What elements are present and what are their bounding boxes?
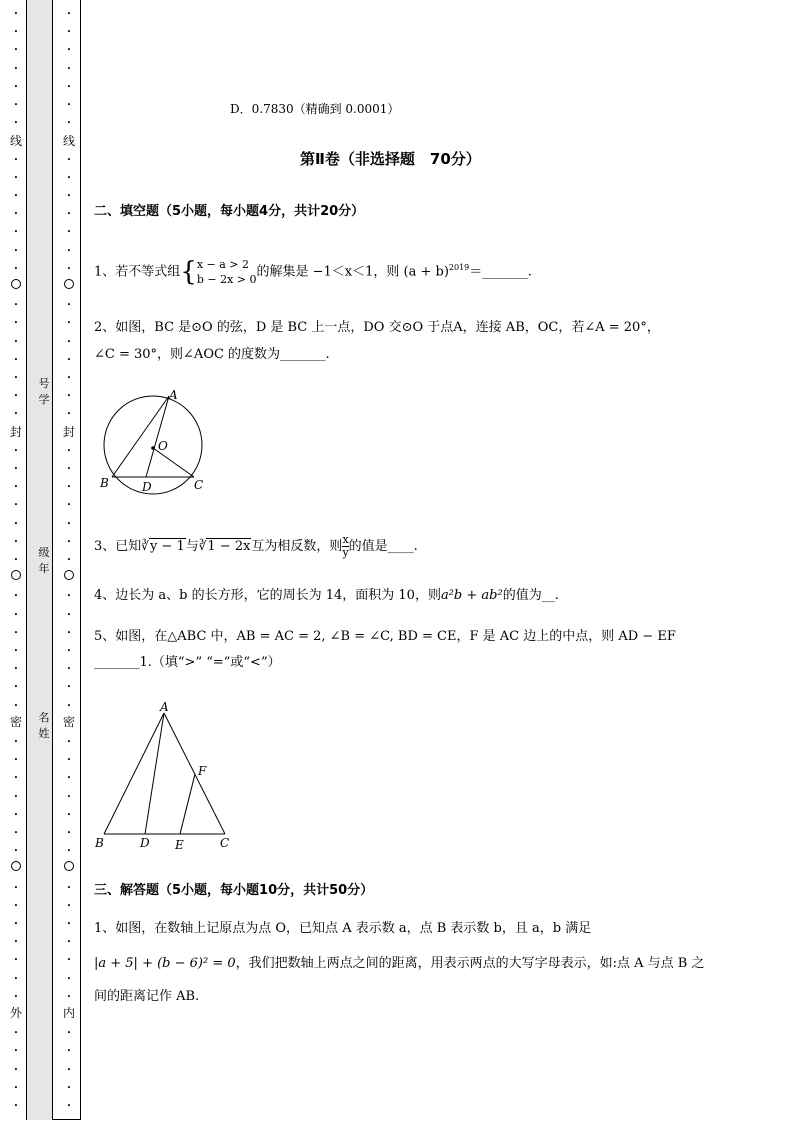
- center-point: [151, 446, 155, 450]
- margin-dot: •: [13, 629, 19, 637]
- margin-dot: •: [13, 10, 19, 18]
- inner-label-mi: 密: [63, 715, 76, 729]
- question-5-line1: 5、如图，在△ABC 中，AB = AC = 2, ∠B = ∠C, BD = CE，F 是 AC 边上的中点，则 AD − EF: [94, 629, 676, 644]
- margin-dot: •: [66, 410, 72, 418]
- inner-hole-circle: [64, 570, 74, 580]
- section2-header: 二、填空题（5小题，每小题4分，共计20分）: [94, 204, 365, 219]
- margin-dot: •: [66, 338, 72, 346]
- question-1: 1、若不等式组{ x − a > 2 b − 2x > 0 的解集是 −1＜x＜1，则 $(a + b)^{2019}=\_\_\_\_\_\_\_$.: [94, 256, 532, 287]
- margin-dot: •: [66, 538, 72, 546]
- label-b: B: [95, 836, 104, 850]
- margin-dot: •: [66, 192, 72, 200]
- margin-dot: •: [13, 738, 19, 746]
- side-ac: [164, 713, 225, 834]
- margin-dot: •: [13, 410, 19, 418]
- margin-dot: •: [66, 738, 72, 746]
- margin-dot: •: [13, 83, 19, 91]
- margin-dot: •: [66, 392, 72, 400]
- option-d: D．0.7830（精确到 0.0001）: [230, 102, 400, 116]
- margin-dot: •: [66, 156, 72, 164]
- label-c: C: [194, 478, 204, 492]
- margin-dot: •: [66, 210, 72, 218]
- margin-dot: •: [13, 1029, 19, 1037]
- margin-dot: •: [66, 228, 72, 236]
- margin-dot: •: [13, 902, 19, 910]
- margin-dot: •: [66, 65, 72, 73]
- field-label-grade: 级 年: [38, 546, 50, 575]
- outer-label-xian: 线: [10, 134, 23, 148]
- margin-dot: •: [66, 702, 72, 710]
- fraction-x-over-y: $\frac{x}{y}$: [342, 533, 349, 559]
- margin-dot: •: [66, 1102, 72, 1110]
- margin-dot: •: [66, 301, 72, 309]
- margin-dot: •: [66, 1066, 72, 1074]
- margin-dot: •: [13, 265, 19, 273]
- margin-dot: •: [66, 101, 72, 109]
- margin-dot: •: [66, 174, 72, 182]
- problem-1-line1: 1、如图，在数轴上记原点为点 O，已知点 A 表示数 a，点 B 表示数 b，且 a，b 满足: [94, 921, 592, 936]
- margin-dot: •: [66, 520, 72, 528]
- part2-title: 第Ⅱ卷（非选择题 70分）: [300, 150, 481, 168]
- outer-hole-circle: [11, 861, 21, 871]
- margin-dot: •: [13, 65, 19, 73]
- label-o: O: [158, 439, 168, 453]
- margin-dot: •: [13, 938, 19, 946]
- margin-dot: •: [13, 847, 19, 855]
- margin-dot: •: [13, 592, 19, 600]
- margin-dot: •: [66, 756, 72, 764]
- margin-dot: •: [13, 1066, 19, 1074]
- label-d: D: [142, 480, 152, 494]
- segment-ef: [180, 774, 195, 834]
- margin-dot: •: [13, 702, 19, 710]
- margin-dot: •: [13, 956, 19, 964]
- label-a: A: [169, 388, 178, 402]
- margin-dot: •: [13, 174, 19, 182]
- margin-dot: •: [13, 1084, 19, 1092]
- margin-dot: •: [66, 1047, 72, 1055]
- section3-header: 三、解答题（5小题，每小题10分，共计50分）: [94, 883, 374, 898]
- margin-dot: •: [66, 629, 72, 637]
- margin-line-mid: [52, 0, 53, 1120]
- margin-dot: •: [66, 975, 72, 983]
- margin-dot: •: [13, 483, 19, 491]
- outer-label-feng: 封: [10, 425, 23, 439]
- margin-dot: •: [13, 920, 19, 928]
- margin-dot: •: [66, 556, 72, 564]
- margin-dot: •: [66, 465, 72, 473]
- segment-da: [146, 396, 169, 477]
- margin-dot: •: [13, 793, 19, 801]
- question-2-line2: ∠C = 30°，则∠AOC 的度数为_______.: [94, 347, 330, 362]
- margin-dot: •: [13, 392, 19, 400]
- margin-dot: •: [13, 374, 19, 382]
- inner-hole-circle: [64, 279, 74, 289]
- margin-dot: •: [13, 247, 19, 255]
- margin-dot: •: [13, 975, 19, 983]
- margin-dot: •: [66, 83, 72, 91]
- margin-dot: •: [13, 501, 19, 509]
- margin-dot: •: [13, 774, 19, 782]
- outer-hole-circle: [11, 570, 21, 580]
- margin-dot: •: [66, 319, 72, 327]
- margin-dot: •: [66, 483, 72, 491]
- margin-dot: •: [13, 319, 19, 327]
- margin-dot: •: [13, 465, 19, 473]
- margin-dot: •: [13, 611, 19, 619]
- problem-1-line3: 间的距离记作 AB.: [94, 989, 200, 1004]
- margin-dot: •: [66, 647, 72, 655]
- question-4: 4、边长为 a、b 的长方形，它的周长为 14，面积为 10，则a²b + ab²的值为__.: [94, 588, 559, 603]
- margin-dot: •: [13, 1047, 19, 1055]
- triangle-figure: [92, 698, 242, 856]
- label-f: F: [198, 764, 207, 778]
- equation: |a + 5| + (b − 6)² = 0: [94, 956, 236, 971]
- circle-o: [104, 396, 202, 494]
- inequality-system: x − a > 2 b − 2x > 0: [196, 257, 257, 286]
- margin-line-bottom: [52, 1119, 81, 1120]
- margin-dot: •: [13, 538, 19, 546]
- margin-dot: •: [13, 811, 19, 819]
- outer-label-mi: 密: [10, 715, 23, 729]
- inner-hole-circle: [64, 861, 74, 871]
- margin-dot: •: [66, 501, 72, 509]
- problem-1-line2: |a + 5| + (b − 6)² = 0，我们把数轴上两点之间的距离，用表示两点的大写字母表示，如:点 A 与点 B 之: [94, 956, 705, 971]
- margin-dot: •: [66, 611, 72, 619]
- margin-dot: •: [13, 28, 19, 36]
- margin-dot: •: [66, 938, 72, 946]
- label-c: C: [220, 836, 230, 850]
- margin-dot: •: [66, 1084, 72, 1092]
- outer-label-wai: 外: [10, 1006, 23, 1020]
- margin-dot: •: [13, 647, 19, 655]
- margin-dot: •: [66, 447, 72, 455]
- margin-dot: •: [66, 1029, 72, 1037]
- margin-dot: •: [66, 811, 72, 819]
- margin-dot: •: [13, 210, 19, 218]
- margin-dot: •: [66, 665, 72, 673]
- margin-dot: •: [13, 119, 19, 127]
- margin-dot: •: [66, 46, 72, 54]
- inner-label-feng: 封: [63, 425, 76, 439]
- margin-dot: •: [13, 356, 19, 364]
- margin-dot: •: [66, 774, 72, 782]
- margin-dot: •: [13, 520, 19, 528]
- margin-dot: •: [13, 829, 19, 837]
- margin-dot: •: [66, 119, 72, 127]
- margin-dot: •: [13, 301, 19, 309]
- margin-dot: •: [66, 10, 72, 18]
- margin-dot: •: [66, 847, 72, 855]
- label-e: E: [175, 838, 184, 852]
- margin-dot: •: [66, 247, 72, 255]
- question-2-line1: 2、如图，BC 是⊙O 的弦，D 是 BC 上一点，DO 交⊙O 于点A，连接 AB，OC，若∠A = 20°，: [94, 320, 660, 335]
- margin-dot: •: [13, 665, 19, 673]
- margin-dot: •: [66, 829, 72, 837]
- margin-dot: •: [66, 374, 72, 382]
- margin-dot: •: [13, 46, 19, 54]
- margin-dot: •: [13, 156, 19, 164]
- margin-line-left: [26, 0, 27, 1120]
- margin-line-right: [80, 0, 81, 1120]
- margin-dot: •: [66, 265, 72, 273]
- margin-dot: •: [66, 902, 72, 910]
- inner-label-nei: 内: [63, 1006, 76, 1020]
- inner-label-xian: 线: [63, 134, 76, 148]
- margin-dot: •: [13, 447, 19, 455]
- label-b: B: [100, 476, 109, 490]
- field-label-student-number: 号 学: [38, 377, 50, 406]
- margin-dot: •: [66, 884, 72, 892]
- margin-dot: •: [13, 192, 19, 200]
- margin-dot: •: [13, 228, 19, 236]
- margin-dot: •: [66, 920, 72, 928]
- margin-dot: •: [66, 993, 72, 1001]
- margin-dot: •: [66, 793, 72, 801]
- margin-dot: •: [13, 683, 19, 691]
- margin-dot: •: [13, 1102, 19, 1110]
- margin-dot: •: [66, 683, 72, 691]
- margin-dot: •: [66, 592, 72, 600]
- question-5-line2: _______1.（填“>” “=”或“<”）: [94, 655, 281, 670]
- question-3: 3、已知∛y − 1与∛1 − 2x互为相反数，则 $\frac{x}{y}$ 的值是____.: [94, 533, 418, 559]
- margin-dot: •: [13, 884, 19, 892]
- field-label-name: 名 姓: [38, 711, 50, 740]
- label-a: A: [160, 700, 169, 714]
- margin-dot: •: [13, 101, 19, 109]
- margin-dot: •: [13, 556, 19, 564]
- margin-dot: •: [13, 338, 19, 346]
- outer-hole-circle: [11, 279, 21, 289]
- circle-figure: [92, 384, 216, 496]
- margin-dot: •: [13, 993, 19, 1001]
- margin-dot: •: [13, 756, 19, 764]
- label-d: D: [140, 836, 150, 850]
- margin-dot: •: [66, 28, 72, 36]
- margin-dot: •: [66, 356, 72, 364]
- margin-dot: •: [66, 956, 72, 964]
